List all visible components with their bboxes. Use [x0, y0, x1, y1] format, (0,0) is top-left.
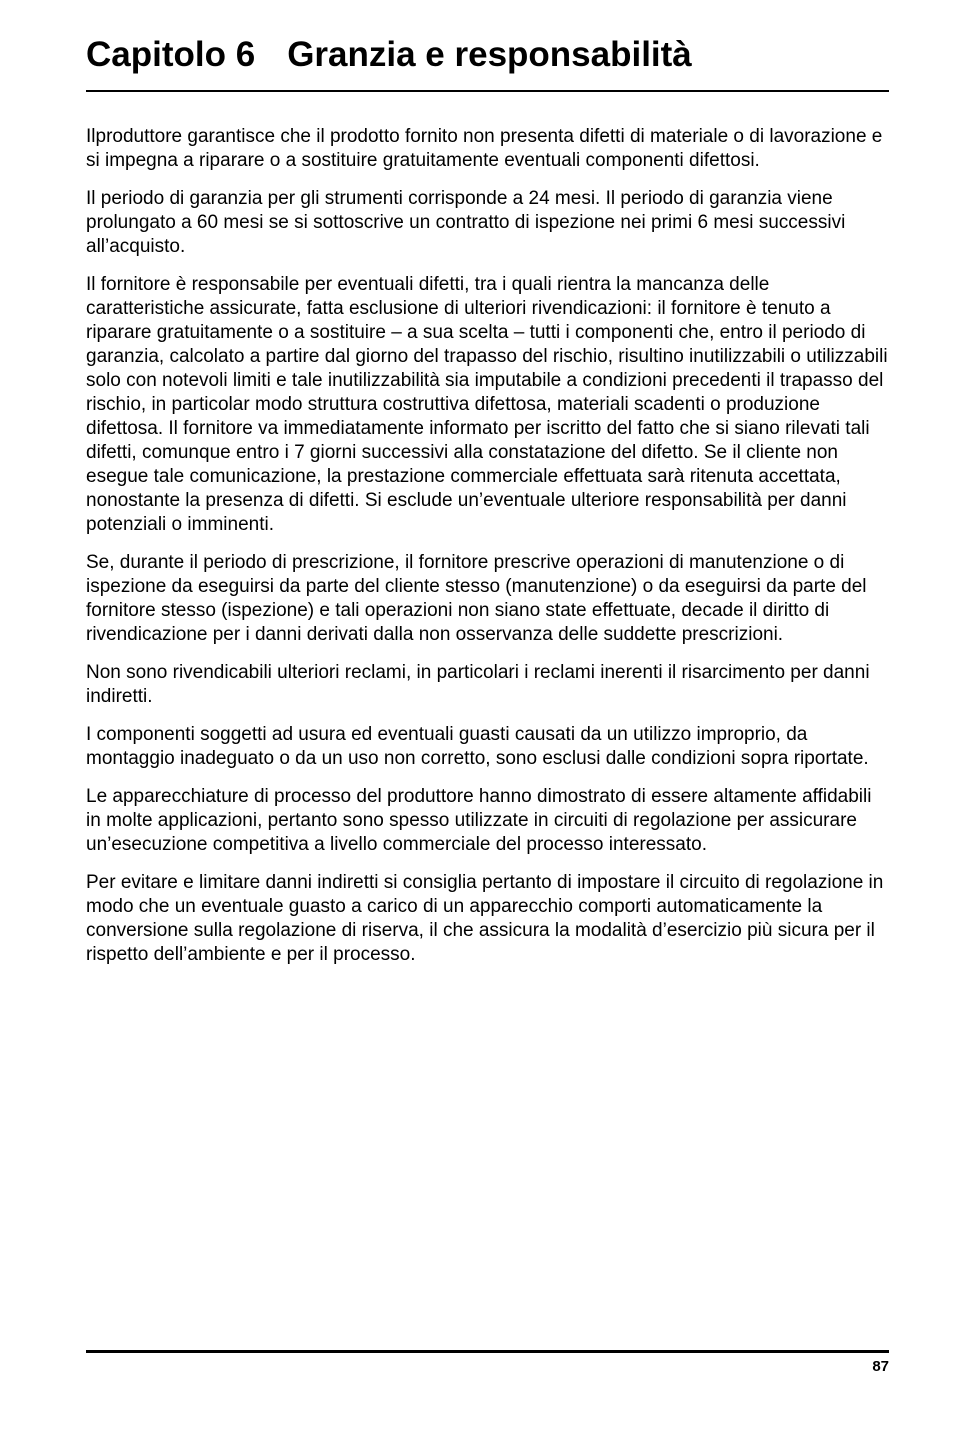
paragraph-supplier-liability: Il fornitore è responsabile per eventuali difetti, tra i quali rientra la mancanza delle caratteristiche assicurate, fatta esclusione di ulteriori rivendicazioni: il fornitore è tenuto a riparare gratuitamente o a sostituire – a sua scelta – tutti i componenti che, entro il periodo di garanzia, calcolato a partire dal giorno del trapasso del rischio, risultino inutilizzabili o utilizzabili solo con notevoli limiti e tale inutilizzabilità sia imputabile a condizioni precedenti il trapasso del rischio, in particolar modo struttura costruttiva difettosa, materiali scadenti o produzione difettosa. Il fornitore va immediatamente informato per iscritto del fatto che si siano rilevati tali difetti, comunque entro i 7 giorni successivi alla constatazione del difetto. Se il cliente non esegue tale comunicazione, la prestazione commerciale effettuata sarà ritenuta accettata, nonostante la presenza di difetti. Si esclude un’eventuale ulteriore responsabilità per danni potenziali o imminenti. [86, 274, 888, 535]
chapter-name: Granzia e responsabilità [287, 35, 692, 74]
chapter-number: Capitolo 6 [86, 35, 256, 74]
paragraph-recommendation: Per evitare e limitare danni indiretti si consiglia pertanto di impostare il circuito di regolazione in modo che un eventuale guasto a carico di un apparecchio comporti automaticamente la conversione sulla regolazione di riserva, il che assicura la modalità d’esercizio più sicura per il rispetto dell’ambiente e per il processo. [86, 872, 884, 965]
body-text [86, 125, 889, 981]
paragraph-maintenance: Se, durante il periodo di prescrizione, il fornitore prescrive operazioni di manutenzione o di ispezione da eseguirsi da parte del cliente stesso (manutenzione) o da eseguirsi da parte del fornitore stesso (ispezione) e tali operazioni non siano state effettuate, decade il diritto di rivendicazione per i danni derivati dalla non osservanza delle suddette prescrizioni. [86, 552, 867, 645]
paragraph-indirect-damages: Non sono rivendicabili ulteriori reclami, in particolari i reclami inerenti il risarcimento per danni indiretti. [86, 662, 870, 707]
chapter-title [86, 30, 889, 80]
page-footer [86, 1350, 889, 1377]
chapter-header [86, 30, 889, 92]
paragraph-reliability: Le apparecchiature di processo del produttore hanno dimostrato di essere altamente affidabili in molte applicazioni, pertanto sono spesso utilizzate in circuiti di regolazione per assicurare un’esecuzione competitiva a livello commerciale del processo interessato. [86, 786, 872, 855]
paragraph-warranty-intro: Ilproduttore garantisce che il prodotto fornito non presenta difetti di materiale o di lavorazione e si impegna a riparare o a sostituire gratuitamente eventuali componenti difettosi. [86, 126, 883, 171]
page-number: 87 [872, 1358, 889, 1375]
paragraph-wear-parts: I componenti soggetti ad usura ed eventuali guasti causati da un utilizzo improprio, da montaggio inadeguato o da un uso non corretto, sono esclusi dalle condizioni sopra riportate. [86, 724, 869, 769]
paragraph-warranty-period: Il periodo di garanzia per gli strumenti corrisponde a 24 mesi. Il periodo di garanzia viene prolungato a 60 mesi se si sottoscrive un contratto di ispezione nei primi 6 mesi successivi all’acquisto. [86, 188, 846, 257]
